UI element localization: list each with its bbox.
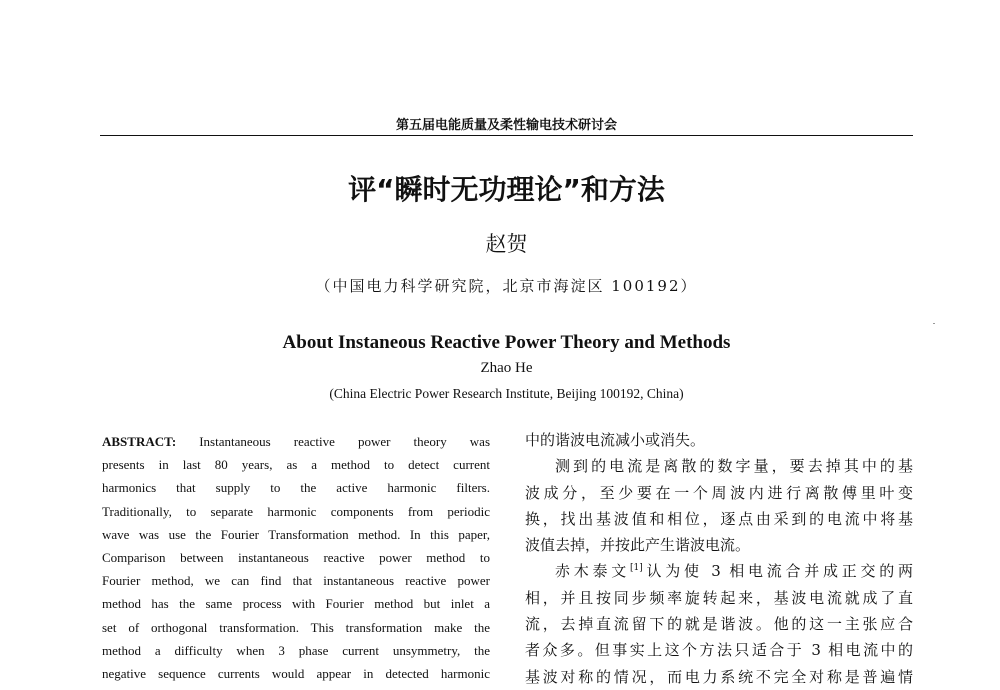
abstract-line-1	[102, 430, 490, 453]
paper-title-cn: 评“瞬时无功理论”和方法	[348, 173, 665, 206]
abstract-line: Traditionally, to separate harmonic components from periodic	[102, 503, 490, 519]
abstract-line: method a difficulty when 3 phase current unsymmetry, the	[102, 642, 490, 658]
body-line: 测到的电流是离散的数字量，要去掉其中的基	[555, 457, 913, 476]
author-name-cn: 赵贺	[485, 232, 528, 256]
body-text: 赤木泰文	[555, 562, 630, 581]
abstract-label: ABSTRACT:	[102, 434, 177, 449]
body-line: 流，去掉直流留下的就是谐波。他的这一主张应合	[525, 615, 913, 634]
paper-title-en: About Instaneous Reactive Power Theory and Methods	[282, 332, 731, 353]
body-line: 换，找出基波值和相位，逐点由采到的电流中将基	[525, 509, 913, 528]
body-line: 波成分，至少要在一个周波内进行离散傅里叶变	[525, 483, 913, 502]
body-line: 相，并且按同步频率旋转起来，基波电流就成了直	[525, 588, 913, 607]
abstract-line: set of orthogonal transformation. This transformation make the	[102, 619, 490, 635]
abstract-line: Comparison between instantaneous reactive power method to	[102, 549, 490, 565]
affiliation-en: (China Electric Power Research Institute, Beijing 100192, China)	[329, 386, 684, 401]
abstract-line: presents in last 80 years, as a method to detect current	[102, 457, 490, 473]
abstract-line: harmonics that supply to the active harmonic filters.	[102, 480, 490, 496]
body-line: 者众多。但事实上这个方法只适合于 3 相电流中的	[525, 641, 913, 660]
scan-speck	[933, 323, 935, 324]
abstract-line: method has the same process with Fourier method but inlet a	[102, 596, 490, 612]
body-column-cn	[525, 427, 913, 690]
abstract-column	[102, 430, 490, 685]
citation-ref: [1]	[629, 563, 643, 574]
abstract-line: negative sequence currents would appear in detected harmonic	[102, 665, 490, 681]
body-line: 波值去掉，并按此产生谐波电流。	[525, 536, 751, 555]
running-header: 第五届电能质量及柔性输电技术研讨会	[395, 118, 617, 133]
body-text: 认为使 3 相电流合并成正交的两	[642, 562, 913, 581]
abstract-text: Instantaneous reactive power theory was	[176, 434, 490, 449]
author-name-en: Zhao He	[480, 360, 533, 376]
abstract-line: Fourier method, we can find that instantaneous reactive power	[102, 573, 490, 589]
abstract-line: wave was use the Fourier Transformation method. In this paper,	[102, 526, 490, 542]
body-line: 中的谐波电流减小或消失。	[525, 431, 706, 449]
header-rule	[100, 135, 913, 136]
body-line	[525, 558, 913, 584]
body-line: 基波对称的情况，而电力系统不完全对称是普遍情	[525, 667, 913, 686]
affiliation-cn: （中国电力科学研究院，北京市海淀区 100192）	[315, 277, 698, 295]
